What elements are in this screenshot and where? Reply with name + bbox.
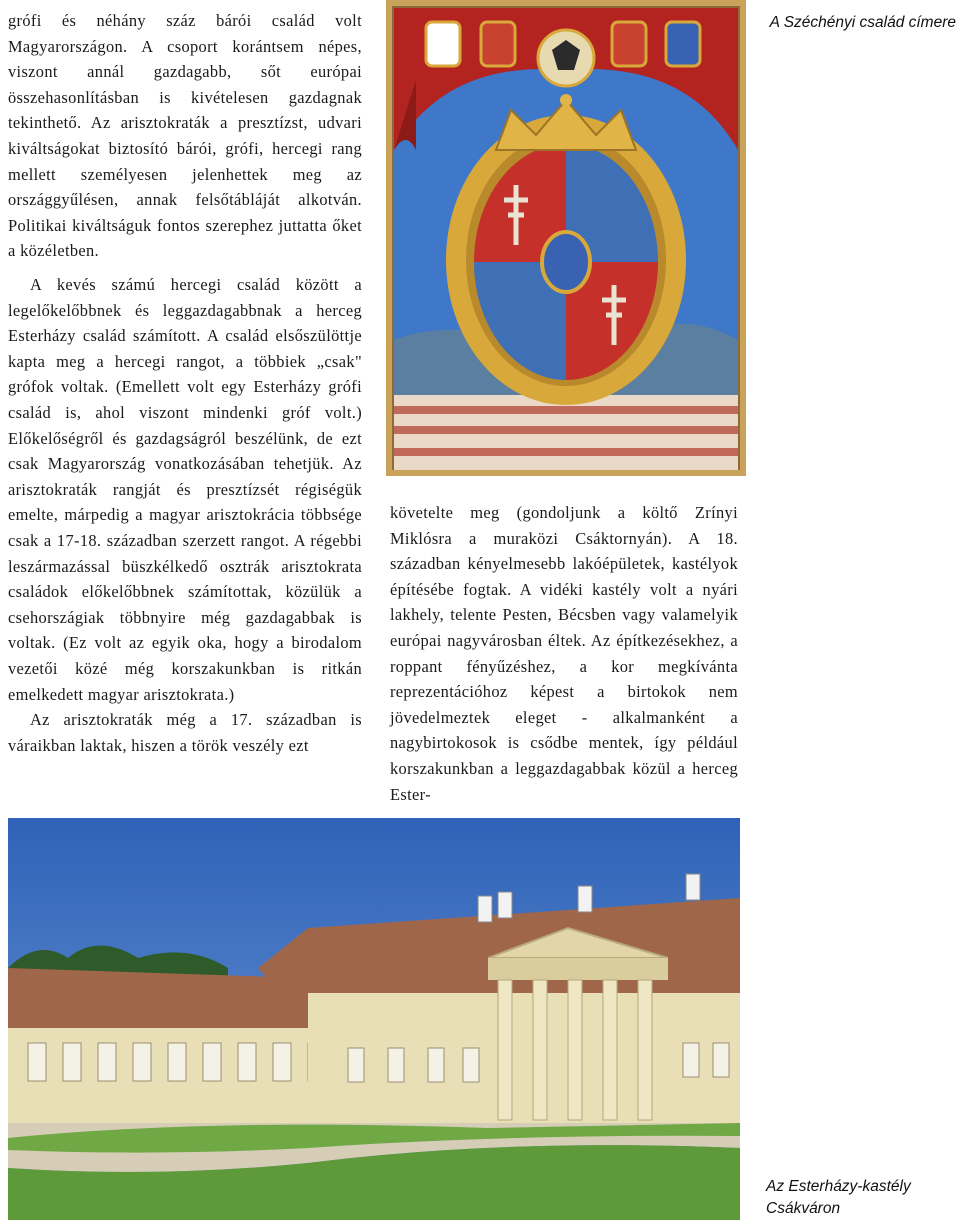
paragraph: grófi és néhány száz bárói család volt Magyarországon. A csoport korántsem népes, viszont annál gazdagabb, sőt európai összehasonlításban is kivételesen gazdagnak tekinthető. Az arisztokraták a presztízst, udvari kiváltságokat biztosító bárói, grófi, hercegi rang mellett személyesen jelenhettek meg az országgyűlésen, annak felsőtábláját alkotván. Politikai kiváltságuk fontos szerephez juttatta őket a közéletben. [8, 11, 362, 261]
castle-caption-line-1: Az Esterházy-kastély [766, 1178, 911, 1195]
paragraph: A kevés számú hercegi család között a legelőkelőbbnek és leggazdagabbnak a herceg Esterházy család számított. A család elsőszülöttje kapta meg a hercegi rangot, a többiek „csak" grófok voltak. (Emellett volt egy Esterházy grófi család is, ahol viszont mindenki gróf volt.) Előkelőségről és gazdagságról beszélünk, de ezt csak Magyarország vonatkozásában tehetjük. Az arisztokraták rangját és presztízsét régiségük emelte, márpedig a magyar arisztokrácia többsége csak a 17-18. században szerzett rangot. A régebbi leszármazással büszkélkedő osztrák arisztokrata családok előkelőbbnek számítottak, közülük a csehországiak többnyire még gazdagabbak is voltak. (Ez volt az egyik oka, hogy a birodalom vezetői közé még korszakunkban is ritkán emelkedett magyar arisztokrata.) [8, 275, 362, 704]
coat-of-arms-image [386, 0, 746, 476]
text-column-left-top [8, 8, 362, 264]
castle-caption [766, 1176, 956, 1220]
castle-photo [8, 818, 740, 1220]
text-column-left-bottom [8, 272, 362, 758]
castle-caption-line-2: Csákváron [766, 1200, 841, 1217]
text-column-right [390, 500, 738, 807]
checker-floor [394, 395, 738, 470]
coat-of-arms-caption: A Széchényi család címere [769, 14, 956, 31]
paragraph: Az arisztokraták még a 17. században is váraikban laktak, hiszen a török veszély ezt [8, 710, 362, 755]
paragraph: követelte meg (gondoljunk a költő Zrínyi Miklósra a muraközi Csáktornyán). A 18. században kényelmesebb lakóépületek, kastélyok építésébe fogtak. A vidéki kastély volt a nyári lakhely, telente Pesten, Bécsben vagy valamelyik európai nagyvárosban éltek. Az építkezésekhez, a roppant fényűzéshez, a kor megkívánta reprezentációhoz képest a birtokok nem jövedelmeztek eleget - alkalmanként a nagybirtokosok is csődbe mentek, így például korszakunkban a leggazdagabbak közül a herceg Ester- [390, 503, 738, 804]
